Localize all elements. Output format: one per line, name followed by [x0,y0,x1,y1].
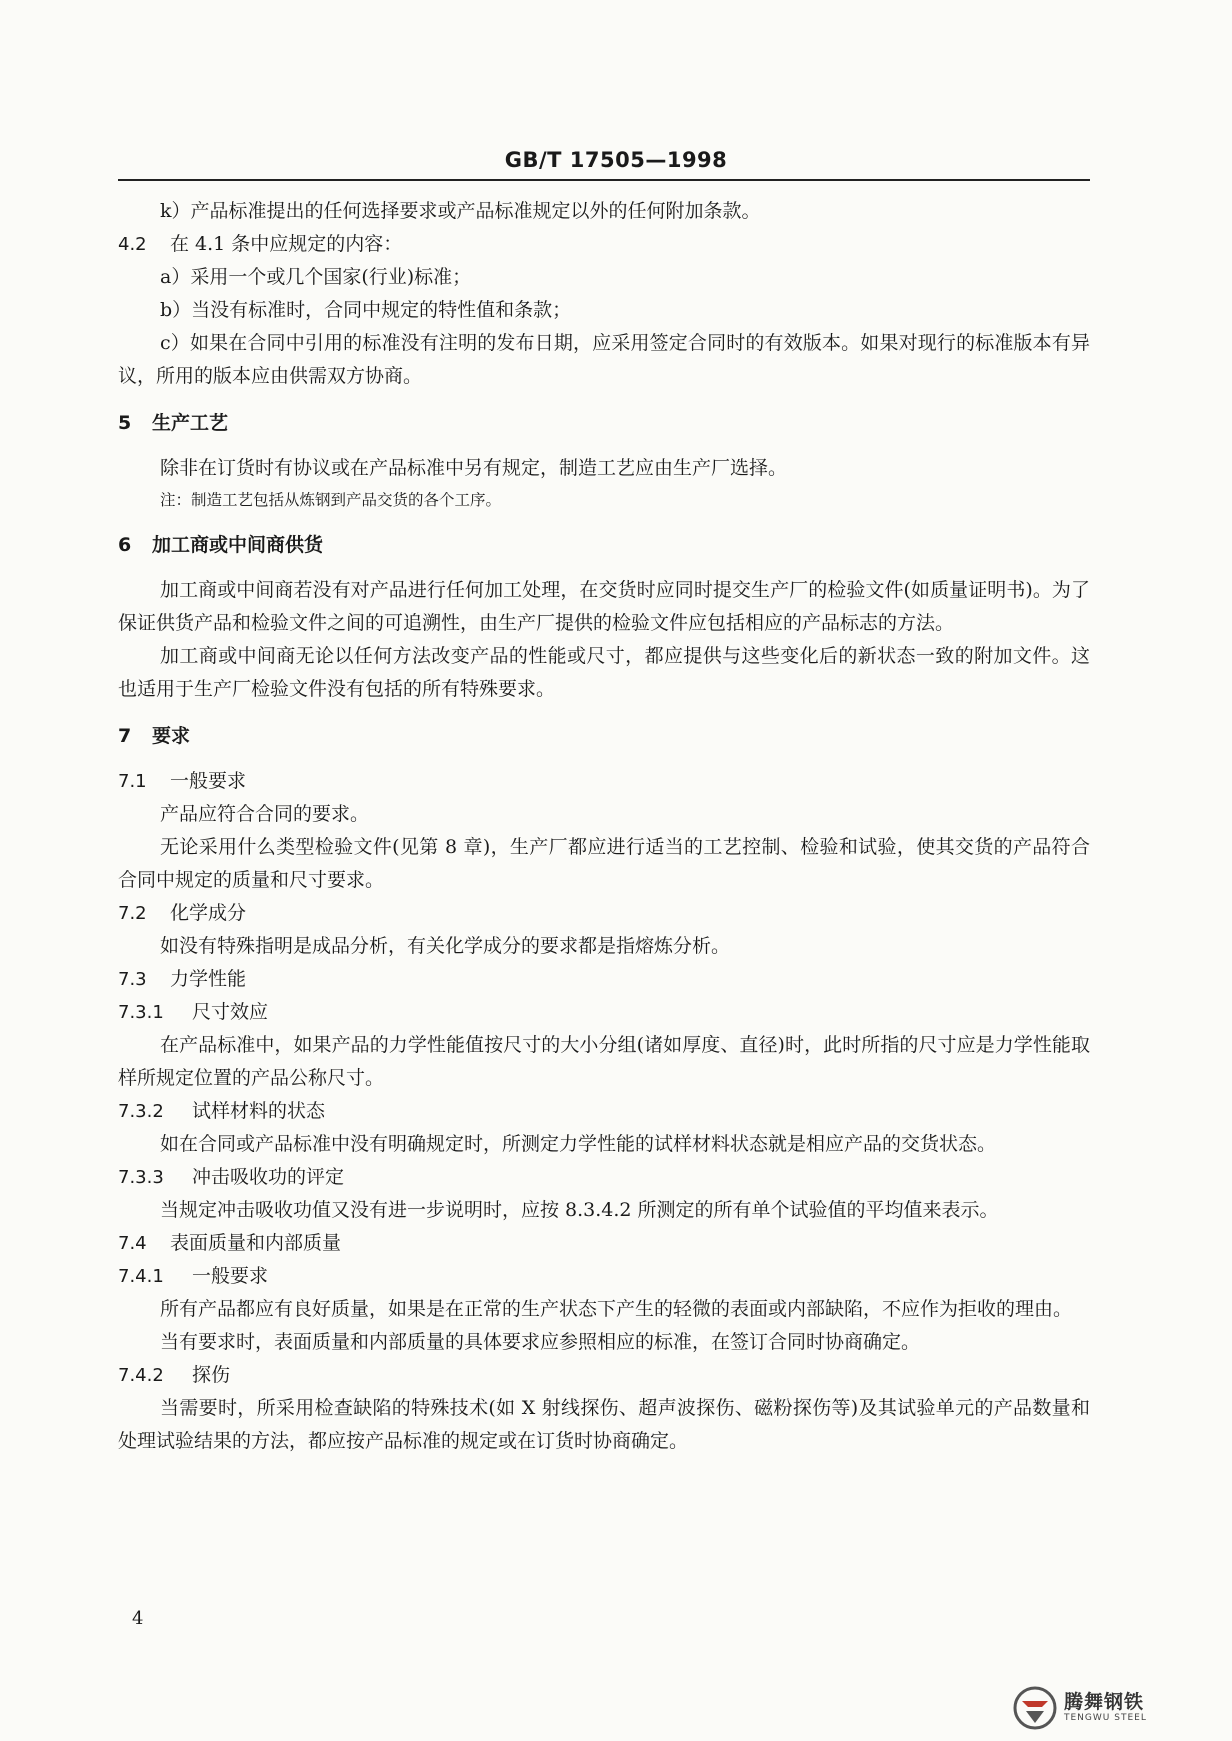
clause-title: 探伤 [192,1364,231,1386]
section-number: 5 [118,412,132,434]
standard-header: GB/T 17505—1998 [504,148,728,172]
clause-number: 7.2 [118,903,147,924]
clause-number: 7.1 [118,771,147,792]
section-number: 7 [118,725,132,747]
clause-heading [118,996,1090,1029]
clause-title: 表面质量和内部质量 [170,1232,342,1254]
clause-title: 在 4.1 条中应规定的内容： [170,233,403,255]
list-item: a）采用一个或几个国家(行业)标准； [160,266,472,288]
clause-number: 7.4.1 [118,1266,164,1287]
paragraph: 当规定冲击吸收功值又没有进一步说明时，应按 8.3.4.2 所测定的所有单个试验值的平均值来表示。 [160,1199,999,1221]
clause-title: 化学成分 [170,902,247,924]
paragraph: 当有要求时，表面质量和内部质量的具体要求应参照相应的标准，在签订合同时协商确定。 [160,1331,921,1353]
clause-title: 尺寸效应 [192,1001,269,1023]
paragraph: 如在合同或产品标准中没有明确规定时，所测定力学性能的试样材料状态就是相应产品的交货状态。 [160,1133,997,1155]
paragraph: 除非在订货时有协议或在产品标准中另有规定，制造工艺应由生产厂选择。 [160,457,788,479]
clause-heading [118,1359,1090,1392]
paragraph: 如没有特殊指明是成品分析，有关化学成分的要求都是指熔炼分析。 [160,935,731,957]
header-rule [118,179,1090,181]
paragraph: 当需要时，所采用检查缺陷的特殊技术(如 X 射线探伤、超声波探伤、磁粉探伤等)及其试验单元的产品数量和处理试验结果的方法，都应按产品标准的规定或在订货时协商确定。 [118,1397,1090,1452]
clause-title: 力学性能 [170,968,247,990]
clause-heading [118,228,1090,261]
section-title: 加工商或中间商供货 [152,534,324,556]
clause-heading [118,1227,1090,1260]
paragraph: 在产品标准中，如果产品的力学性能值按尺寸的大小分组(诸如厚度、直径)时，此时所指的尺寸应是力学性能取样所规定位置的产品公称尺寸。 [118,1034,1090,1089]
clause-title: 冲击吸收功的评定 [192,1166,345,1188]
document-body [118,195,1090,1458]
tengwu-watermark [1012,1683,1222,1733]
clause-number: 4.2 [118,234,147,255]
clause-heading [118,765,1090,798]
list-item: k）产品标准提出的任何选择要求或产品标准规定以外的任何附加条款。 [160,200,761,222]
section-title: 要求 [152,725,191,747]
clause-heading [118,963,1090,996]
paragraph: c）如果在合同中引用的标准没有注明的发布日期，应采用签定合同时的有效版本。如果对现行的标准版本有异议，所用的版本应由供需双方协商。 [118,332,1090,387]
paragraph: 加工商或中间商若没有对产品进行任何加工处理，在交货时应同时提交生产厂的检验文件(如质量证明书)。为了保证供货产品和检验文件之间的可追溯性，由生产厂提供的检验文件应包括相应的产品标志的方法。 [118,579,1090,634]
section-heading [118,529,1090,562]
paragraph: 加工商或中间商无论以任何方法改变产品的性能或尺寸，都应提供与这些变化后的新状态一致的附加文件。这也适用于生产厂检验文件没有包括的所有特殊要求。 [118,645,1090,700]
clause-number: 7.3 [118,969,147,990]
section-heading [118,407,1090,440]
paragraph: 无论采用什么类型检验文件(见第 8 章)，生产厂都应进行适当的工艺控制、检验和试验，使其交货的产品符合合同中规定的质量和尺寸要求。 [118,836,1090,891]
clause-number: 7.3.1 [118,1002,164,1023]
watermark-cn: 腾舞钢铁 [1064,1691,1145,1713]
list-item: b）当没有标准时，合同中规定的特性值和条款； [160,299,572,321]
clause-number: 7.4.2 [118,1365,164,1386]
clause-title: 一般要求 [170,770,247,792]
page-number: 4 [132,1608,144,1629]
clause-heading [118,897,1090,930]
clause-heading [118,1095,1090,1128]
paragraph: 所有产品都应有良好质量，如果是在正常的生产状态下产生的轻微的表面或内部缺陷，不应作为拒收的理由。 [160,1298,1073,1320]
section-number: 6 [118,534,132,556]
clause-title: 试样材料的状态 [192,1100,326,1122]
tengwu-logo-icon [1012,1685,1058,1731]
section-heading [118,720,1090,753]
section-title: 生产工艺 [152,412,229,434]
clause-title: 一般要求 [192,1265,269,1287]
clause-number: 7.3.2 [118,1101,164,1122]
clause-number: 7.4 [118,1233,147,1254]
clause-number: 7.3.3 [118,1167,164,1188]
clause-heading [118,1161,1090,1194]
clause-heading [118,1260,1090,1293]
note-text: 注：制造工艺包括从炼钢到产品交货的各个工序。 [160,491,502,509]
paragraph: 产品应符合合同的要求。 [160,803,370,825]
watermark-en: TENGWU STEEL [1064,1713,1147,1723]
